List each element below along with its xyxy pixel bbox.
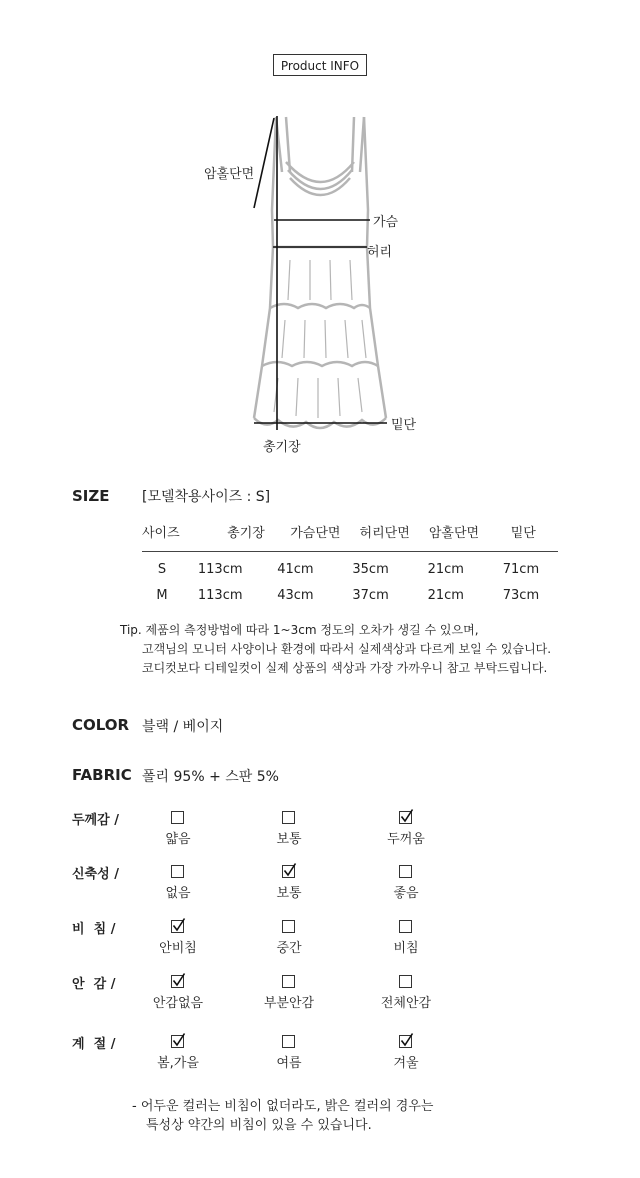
note-line: 특성상 약간의 비침이 있을 수 있습니다. <box>146 1118 372 1133</box>
col-header: 암홀단면 <box>428 526 480 541</box>
option-label: 좋음 <box>393 886 419 901</box>
option-label: 겨울 <box>393 1056 419 1071</box>
table-row <box>142 588 558 603</box>
table-cell: 21cm <box>427 562 464 577</box>
table-cell: 71cm <box>502 562 540 577</box>
option-label: 얇음 <box>165 832 191 847</box>
empty-box-icon <box>281 973 297 989</box>
empty-box-icon <box>281 918 297 934</box>
tip-line: Tip. 제품의 측정방법에 따라 1~3cm 정도의 오차가 생길 수 있으며, <box>120 623 479 637</box>
attribute-label: 계 절 / <box>72 1037 116 1052</box>
option-label: 전체안감 <box>380 996 432 1011</box>
label-waist: 허리 <box>367 245 393 260</box>
dress-diagram <box>200 100 440 450</box>
fabric-title: FABRIC <box>72 766 132 784</box>
empty-box-icon <box>170 863 186 879</box>
option-label: 안감없음 <box>152 996 204 1011</box>
table-cell: S <box>157 562 167 577</box>
option-label: 부분안감 <box>263 996 315 1011</box>
model-size-note: [모델착용사이즈 : S] <box>142 489 271 505</box>
color-value: 블랙 / 베이지 <box>142 719 224 735</box>
note-line: - 어두운 컬러는 비침이 없더라도, 밝은 컬러의 경우는 <box>132 1099 434 1114</box>
label-total-length: 총기장 <box>263 440 301 455</box>
empty-box-icon <box>398 863 414 879</box>
attribute-option <box>244 973 334 1011</box>
attribute-label: 두께감 / <box>72 813 119 828</box>
checked-box-icon <box>281 863 297 879</box>
option-label: 보통 <box>276 886 302 901</box>
table-cell: 35cm <box>352 562 389 577</box>
empty-box-icon <box>281 809 297 825</box>
table-row <box>142 562 558 577</box>
attribute-option <box>244 1033 334 1071</box>
option-label: 안비침 <box>159 941 197 956</box>
option-label: 보통 <box>276 832 302 847</box>
attribute-label: 신축성 / <box>72 867 119 882</box>
attribute-option <box>244 918 334 956</box>
attribute-option <box>133 973 223 1011</box>
size-table <box>142 522 558 603</box>
attribute-option <box>133 1033 223 1071</box>
table-cell: 113cm <box>197 562 243 577</box>
product-info-title: Product INFO <box>273 54 367 76</box>
table-cell: 113cm <box>197 588 243 603</box>
empty-box-icon <box>281 1033 297 1049</box>
table-divider <box>142 551 558 552</box>
attribute-label: 안 감 / <box>72 977 116 992</box>
option-label: 없음 <box>165 886 191 901</box>
attribute-option <box>361 809 451 847</box>
attribute-option <box>133 809 223 847</box>
checked-box-icon <box>170 1033 186 1049</box>
attribute-option <box>361 918 451 956</box>
attribute-option <box>133 918 223 956</box>
table-cell: M <box>156 588 168 603</box>
tip-line: 고객님의 모니터 사양이나 환경에 따라서 실제색상과 다르게 보일 수 있습니다. <box>142 642 552 656</box>
attribute-option <box>244 809 334 847</box>
attribute-label: 비 침 / <box>72 922 116 937</box>
size-table-header <box>142 522 558 541</box>
label-hem: 밑단 <box>391 418 417 433</box>
checked-box-icon <box>170 973 186 989</box>
attribute-option <box>361 1033 451 1071</box>
attribute-option <box>133 863 223 901</box>
label-armhole: 암홀단면 <box>204 167 255 182</box>
checked-box-icon <box>398 809 414 825</box>
col-header: 사이즈 <box>142 526 180 541</box>
empty-box-icon <box>398 973 414 989</box>
attribute-option <box>361 863 451 901</box>
col-header: 총기장 <box>227 526 265 541</box>
col-header: 가슴단면 <box>290 526 341 541</box>
tip-line: 코디컷보다 디테일컷이 실제 상품의 색상과 가장 가까우니 참고 부탁드립니다. <box>142 661 548 675</box>
label-chest: 가슴 <box>373 215 399 230</box>
table-cell: 37cm <box>352 588 389 603</box>
option-label: 봄,가을 <box>157 1056 199 1071</box>
col-header: 밑단 <box>510 526 536 541</box>
empty-box-icon <box>398 918 414 934</box>
empty-box-icon <box>170 809 186 825</box>
checked-box-icon <box>398 1033 414 1049</box>
attribute-option <box>361 973 451 1011</box>
option-label: 여름 <box>276 1056 302 1071</box>
option-label: 비침 <box>393 941 419 956</box>
option-label: 중간 <box>276 941 302 956</box>
col-header: 허리단면 <box>359 526 410 541</box>
option-label: 두꺼움 <box>387 832 425 847</box>
table-cell: 21cm <box>427 588 464 603</box>
size-tip <box>120 621 551 678</box>
table-cell: 43cm <box>277 588 314 603</box>
size-title: SIZE <box>72 487 110 505</box>
table-cell: 41cm <box>277 562 314 577</box>
transparency-note <box>132 1097 433 1135</box>
checked-box-icon <box>170 918 186 934</box>
color-title: COLOR <box>72 716 130 734</box>
attribute-option <box>244 863 334 901</box>
fabric-value: 폴리 95% + 스판 5% <box>142 769 279 785</box>
table-cell: 73cm <box>502 588 540 603</box>
